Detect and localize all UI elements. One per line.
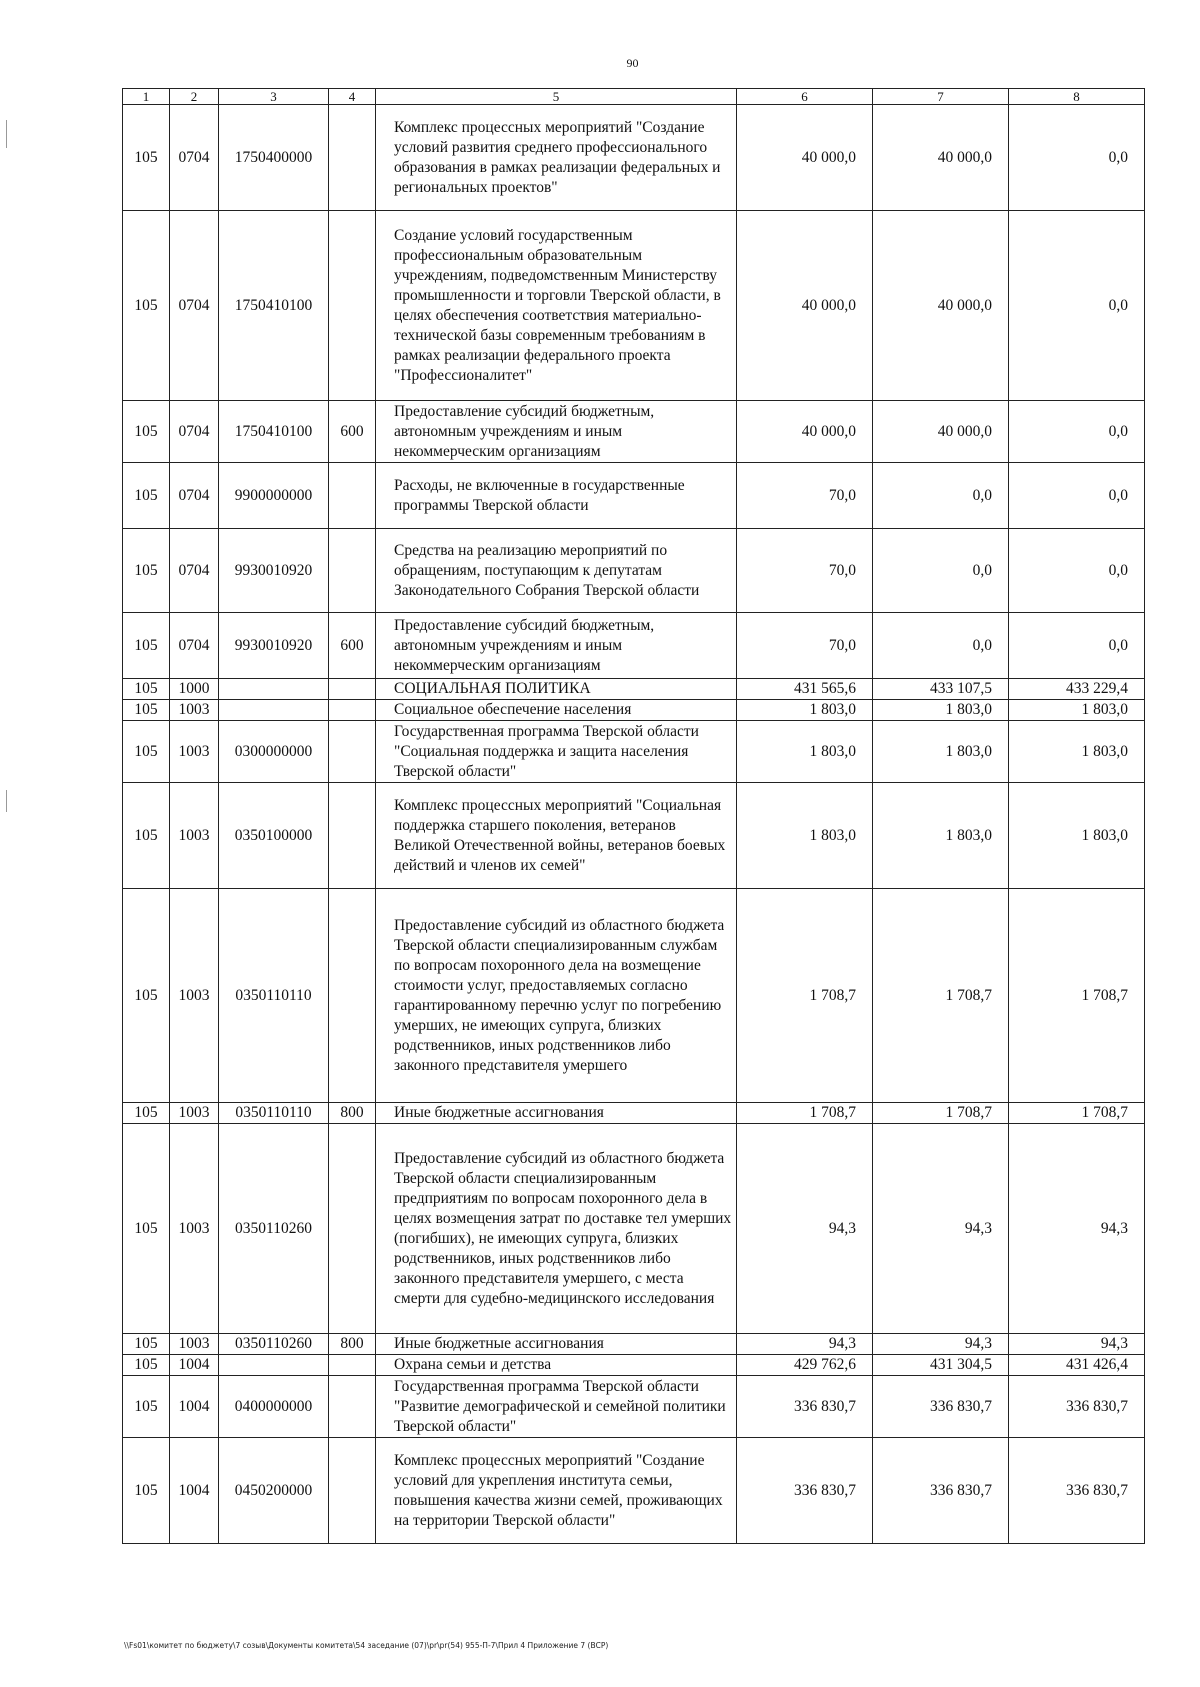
cell-ministry: 105 bbox=[123, 401, 170, 463]
table-row bbox=[123, 889, 1145, 1103]
cell-expense-type bbox=[329, 463, 376, 529]
cell-expense-type bbox=[329, 889, 376, 1103]
cell-amount-year1: 70,0 bbox=[737, 463, 873, 529]
cell-ministry: 105 bbox=[123, 783, 170, 889]
cell-section: 1003 bbox=[170, 721, 219, 783]
cell-amount-year3: 1 708,7 bbox=[1009, 889, 1145, 1103]
cell-amount-year1: 431 565,6 bbox=[737, 679, 873, 700]
cell-target-code: 1750400000 bbox=[219, 105, 329, 211]
cell-amount-year2: 336 830,7 bbox=[873, 1438, 1009, 1544]
cell-amount-year3: 1 803,0 bbox=[1009, 783, 1145, 889]
cell-amount-year2: 0,0 bbox=[873, 529, 1009, 613]
cell-ministry: 105 bbox=[123, 1334, 170, 1355]
cell-ministry: 105 bbox=[123, 613, 170, 679]
cell-amount-year1: 1 803,0 bbox=[737, 721, 873, 783]
cell-section: 1003 bbox=[170, 1334, 219, 1355]
cell-expense-type: 600 bbox=[329, 401, 376, 463]
file-path-footer: \\Fs01\комитет по бюджету\7 созыв\Документы комитета\54 заседание (07)\pr\pr(54) 955-П-7\Прил 4 Приложение 7 (ВСР) bbox=[124, 1641, 609, 1650]
cell-expense-type bbox=[329, 1376, 376, 1438]
cell-description: Социальное обеспечение населения bbox=[376, 700, 737, 721]
cell-ministry: 105 bbox=[123, 1124, 170, 1334]
cell-description: Предоставление субсидий из областного бюджета Тверской области специализированным предприятиям по вопросам похоронного дела в целях возмещения затрат по доставке тел умерших (погибших), не имеющих супруга, близких родственников, иных родственников либо законного представителя умершего, с места смерти для судебно-медицинского исследования bbox=[376, 1124, 737, 1334]
cell-expense-type: 800 bbox=[329, 1334, 376, 1355]
cell-description: Охрана семьи и детства bbox=[376, 1355, 737, 1376]
cell-amount-year2: 0,0 bbox=[873, 463, 1009, 529]
cell-amount-year3: 336 830,7 bbox=[1009, 1438, 1145, 1544]
table-row bbox=[123, 721, 1145, 783]
cell-expense-type bbox=[329, 105, 376, 211]
cell-target-code: 0350110110 bbox=[219, 889, 329, 1103]
column-header: 1 bbox=[123, 89, 170, 105]
cell-amount-year2: 40 000,0 bbox=[873, 105, 1009, 211]
cell-description: Комплекс процессных мероприятий "Создание условий для укрепления института семьи, повышения качества жизни семей, проживающих на территории Тверской области" bbox=[376, 1438, 737, 1544]
cell-section: 1004 bbox=[170, 1438, 219, 1544]
cell-description: Государственная программа Тверской области "Социальная поддержка и защита населения Тверской области" bbox=[376, 721, 737, 783]
cell-description: Иные бюджетные ассигнования bbox=[376, 1334, 737, 1355]
cell-expense-type bbox=[329, 679, 376, 700]
cell-ministry: 105 bbox=[123, 1103, 170, 1124]
cell-amount-year1: 1 708,7 bbox=[737, 889, 873, 1103]
cell-target-code bbox=[219, 679, 329, 700]
cell-amount-year2: 1 708,7 bbox=[873, 889, 1009, 1103]
page-number: 90 bbox=[626, 56, 639, 70]
cell-amount-year2: 433 107,5 bbox=[873, 679, 1009, 700]
table-row bbox=[123, 679, 1145, 700]
cell-description: Предоставление субсидий из областного бюджета Тверской области специализированным службам по вопросам похоронного дела на возмещение стоимости услуг, предоставляемых согласно гарантированному перечню услуг по погребению умерших, не имеющих супруга, близких родственников, иных родственников либо законного представителя умершего bbox=[376, 889, 737, 1103]
table-row bbox=[123, 1124, 1145, 1334]
scan-edge-mark bbox=[6, 120, 7, 148]
cell-description: Предоставление субсидий бюджетным, автономным учреждениям и иным некоммерческим организациям bbox=[376, 401, 737, 463]
cell-target-code: 9930010920 bbox=[219, 613, 329, 679]
column-header: 7 bbox=[873, 89, 1009, 105]
cell-section: 1003 bbox=[170, 1124, 219, 1334]
cell-amount-year2: 94,3 bbox=[873, 1124, 1009, 1334]
column-header: 6 bbox=[737, 89, 873, 105]
cell-ministry: 105 bbox=[123, 529, 170, 613]
cell-amount-year3: 0,0 bbox=[1009, 463, 1145, 529]
cell-amount-year3: 0,0 bbox=[1009, 105, 1145, 211]
table-row bbox=[123, 105, 1145, 211]
cell-section: 1000 bbox=[170, 679, 219, 700]
cell-amount-year1: 94,3 bbox=[737, 1334, 873, 1355]
table-row bbox=[123, 401, 1145, 463]
cell-ministry: 105 bbox=[123, 1355, 170, 1376]
column-header: 2 bbox=[170, 89, 219, 105]
cell-section: 1003 bbox=[170, 889, 219, 1103]
cell-ministry: 105 bbox=[123, 700, 170, 721]
cell-amount-year2: 40 000,0 bbox=[873, 211, 1009, 401]
column-header: 8 bbox=[1009, 89, 1145, 105]
cell-section: 0704 bbox=[170, 529, 219, 613]
cell-amount-year2: 431 304,5 bbox=[873, 1355, 1009, 1376]
cell-amount-year1: 40 000,0 bbox=[737, 105, 873, 211]
cell-amount-year3: 94,3 bbox=[1009, 1124, 1145, 1334]
cell-target-code: 0300000000 bbox=[219, 721, 329, 783]
cell-target-code: 0350110260 bbox=[219, 1124, 329, 1334]
cell-amount-year1: 336 830,7 bbox=[737, 1438, 873, 1544]
table-row bbox=[123, 1334, 1145, 1355]
table-row bbox=[123, 1438, 1145, 1544]
cell-expense-type bbox=[329, 783, 376, 889]
cell-section: 0704 bbox=[170, 401, 219, 463]
cell-section: 1003 bbox=[170, 1103, 219, 1124]
cell-section: 0704 bbox=[170, 463, 219, 529]
cell-expense-type bbox=[329, 1438, 376, 1544]
cell-ministry: 105 bbox=[123, 463, 170, 529]
cell-amount-year3: 1 708,7 bbox=[1009, 1103, 1145, 1124]
cell-ministry: 105 bbox=[123, 721, 170, 783]
cell-expense-type: 800 bbox=[329, 1103, 376, 1124]
column-number-row bbox=[123, 89, 1145, 105]
cell-amount-year1: 70,0 bbox=[737, 613, 873, 679]
cell-description: СОЦИАЛЬНАЯ ПОЛИТИКА bbox=[376, 679, 737, 700]
cell-amount-year1: 429 762,6 bbox=[737, 1355, 873, 1376]
cell-target-code: 0450200000 bbox=[219, 1438, 329, 1544]
table-row bbox=[123, 1376, 1145, 1438]
cell-expense-type bbox=[329, 1124, 376, 1334]
table-row bbox=[123, 1103, 1145, 1124]
cell-target-code bbox=[219, 1355, 329, 1376]
table-row bbox=[123, 463, 1145, 529]
cell-expense-type bbox=[329, 700, 376, 721]
scan-edge-mark bbox=[6, 790, 7, 812]
budget-table bbox=[122, 88, 1145, 1544]
column-header: 5 bbox=[376, 89, 737, 105]
cell-ministry: 105 bbox=[123, 1376, 170, 1438]
cell-amount-year3: 336 830,7 bbox=[1009, 1376, 1145, 1438]
cell-ministry: 105 bbox=[123, 889, 170, 1103]
table-row bbox=[123, 613, 1145, 679]
cell-description: Предоставление субсидий бюджетным, автономным учреждениям и иным некоммерческим организациям bbox=[376, 613, 737, 679]
cell-amount-year1: 40 000,0 bbox=[737, 211, 873, 401]
cell-target-code: 0400000000 bbox=[219, 1376, 329, 1438]
cell-expense-type bbox=[329, 721, 376, 783]
cell-target-code: 0350110110 bbox=[219, 1103, 329, 1124]
cell-amount-year2: 0,0 bbox=[873, 613, 1009, 679]
cell-expense-type bbox=[329, 211, 376, 401]
cell-amount-year3: 0,0 bbox=[1009, 211, 1145, 401]
cell-amount-year3: 0,0 bbox=[1009, 529, 1145, 613]
cell-amount-year2: 336 830,7 bbox=[873, 1376, 1009, 1438]
table-row bbox=[123, 1355, 1145, 1376]
cell-amount-year1: 1 803,0 bbox=[737, 783, 873, 889]
cell-description: Иные бюджетные ассигнования bbox=[376, 1103, 737, 1124]
cell-amount-year2: 1 803,0 bbox=[873, 700, 1009, 721]
cell-expense-type bbox=[329, 1355, 376, 1376]
cell-amount-year3: 431 426,4 bbox=[1009, 1355, 1145, 1376]
cell-amount-year1: 70,0 bbox=[737, 529, 873, 613]
cell-target-code: 0350110260 bbox=[219, 1334, 329, 1355]
cell-description: Государственная программа Тверской области "Развитие демографической и семейной политики Тверской области" bbox=[376, 1376, 737, 1438]
table-row bbox=[123, 211, 1145, 401]
cell-amount-year2: 1 708,7 bbox=[873, 1103, 1009, 1124]
cell-amount-year2: 40 000,0 bbox=[873, 401, 1009, 463]
cell-section: 1004 bbox=[170, 1355, 219, 1376]
table-row bbox=[123, 529, 1145, 613]
cell-section: 1003 bbox=[170, 700, 219, 721]
cell-description: Комплекс процессных мероприятий "Социальная поддержка старшего поколения, ветеранов Великой Отечественной войны, ветеранов боевых действий и членов их семей" bbox=[376, 783, 737, 889]
cell-amount-year3: 0,0 bbox=[1009, 401, 1145, 463]
cell-ministry: 105 bbox=[123, 105, 170, 211]
cell-description: Комплекс процессных мероприятий "Создание условий развития среднего профессионального образования в рамках реализации федеральных и региональных проектов" bbox=[376, 105, 737, 211]
cell-description: Средства на реализацию мероприятий по обращениям, поступающим к депутатам Законодательного Собрания Тверской области bbox=[376, 529, 737, 613]
cell-section: 0704 bbox=[170, 211, 219, 401]
cell-amount-year1: 94,3 bbox=[737, 1124, 873, 1334]
cell-target-code: 9900000000 bbox=[219, 463, 329, 529]
cell-description: Создание условий государственным профессиональным образовательным учреждениям, подведомственным Министерству промышленности и торговли Тверской области, в целях обеспечения соответствия материально-технической базы современным требованиям в рамках реализации федерального проекта "Профессионалитет" bbox=[376, 211, 737, 401]
cell-ministry: 105 bbox=[123, 211, 170, 401]
cell-amount-year1: 1 803,0 bbox=[737, 700, 873, 721]
cell-amount-year2: 1 803,0 bbox=[873, 783, 1009, 889]
column-header: 4 bbox=[329, 89, 376, 105]
column-header: 3 bbox=[219, 89, 329, 105]
cell-ministry: 105 bbox=[123, 1438, 170, 1544]
cell-amount-year1: 40 000,0 bbox=[737, 401, 873, 463]
cell-amount-year1: 336 830,7 bbox=[737, 1376, 873, 1438]
cell-amount-year2: 94,3 bbox=[873, 1334, 1009, 1355]
table-row bbox=[123, 783, 1145, 889]
cell-section: 0704 bbox=[170, 105, 219, 211]
cell-ministry: 105 bbox=[123, 679, 170, 700]
cell-description: Расходы, не включенные в государственные программы Тверской области bbox=[376, 463, 737, 529]
cell-amount-year3: 94,3 bbox=[1009, 1334, 1145, 1355]
cell-target-code: 0350100000 bbox=[219, 783, 329, 889]
cell-amount-year1: 1 708,7 bbox=[737, 1103, 873, 1124]
cell-amount-year3: 0,0 bbox=[1009, 613, 1145, 679]
cell-amount-year2: 1 803,0 bbox=[873, 721, 1009, 783]
cell-expense-type: 600 bbox=[329, 613, 376, 679]
cell-target-code: 1750410100 bbox=[219, 211, 329, 401]
cell-section: 1003 bbox=[170, 783, 219, 889]
table-row bbox=[123, 700, 1145, 721]
cell-expense-type bbox=[329, 529, 376, 613]
cell-target-code bbox=[219, 700, 329, 721]
cell-amount-year3: 1 803,0 bbox=[1009, 700, 1145, 721]
cell-target-code: 1750410100 bbox=[219, 401, 329, 463]
cell-target-code: 9930010920 bbox=[219, 529, 329, 613]
cell-amount-year3: 433 229,4 bbox=[1009, 679, 1145, 700]
cell-amount-year3: 1 803,0 bbox=[1009, 721, 1145, 783]
cell-section: 1004 bbox=[170, 1376, 219, 1438]
cell-section: 0704 bbox=[170, 613, 219, 679]
